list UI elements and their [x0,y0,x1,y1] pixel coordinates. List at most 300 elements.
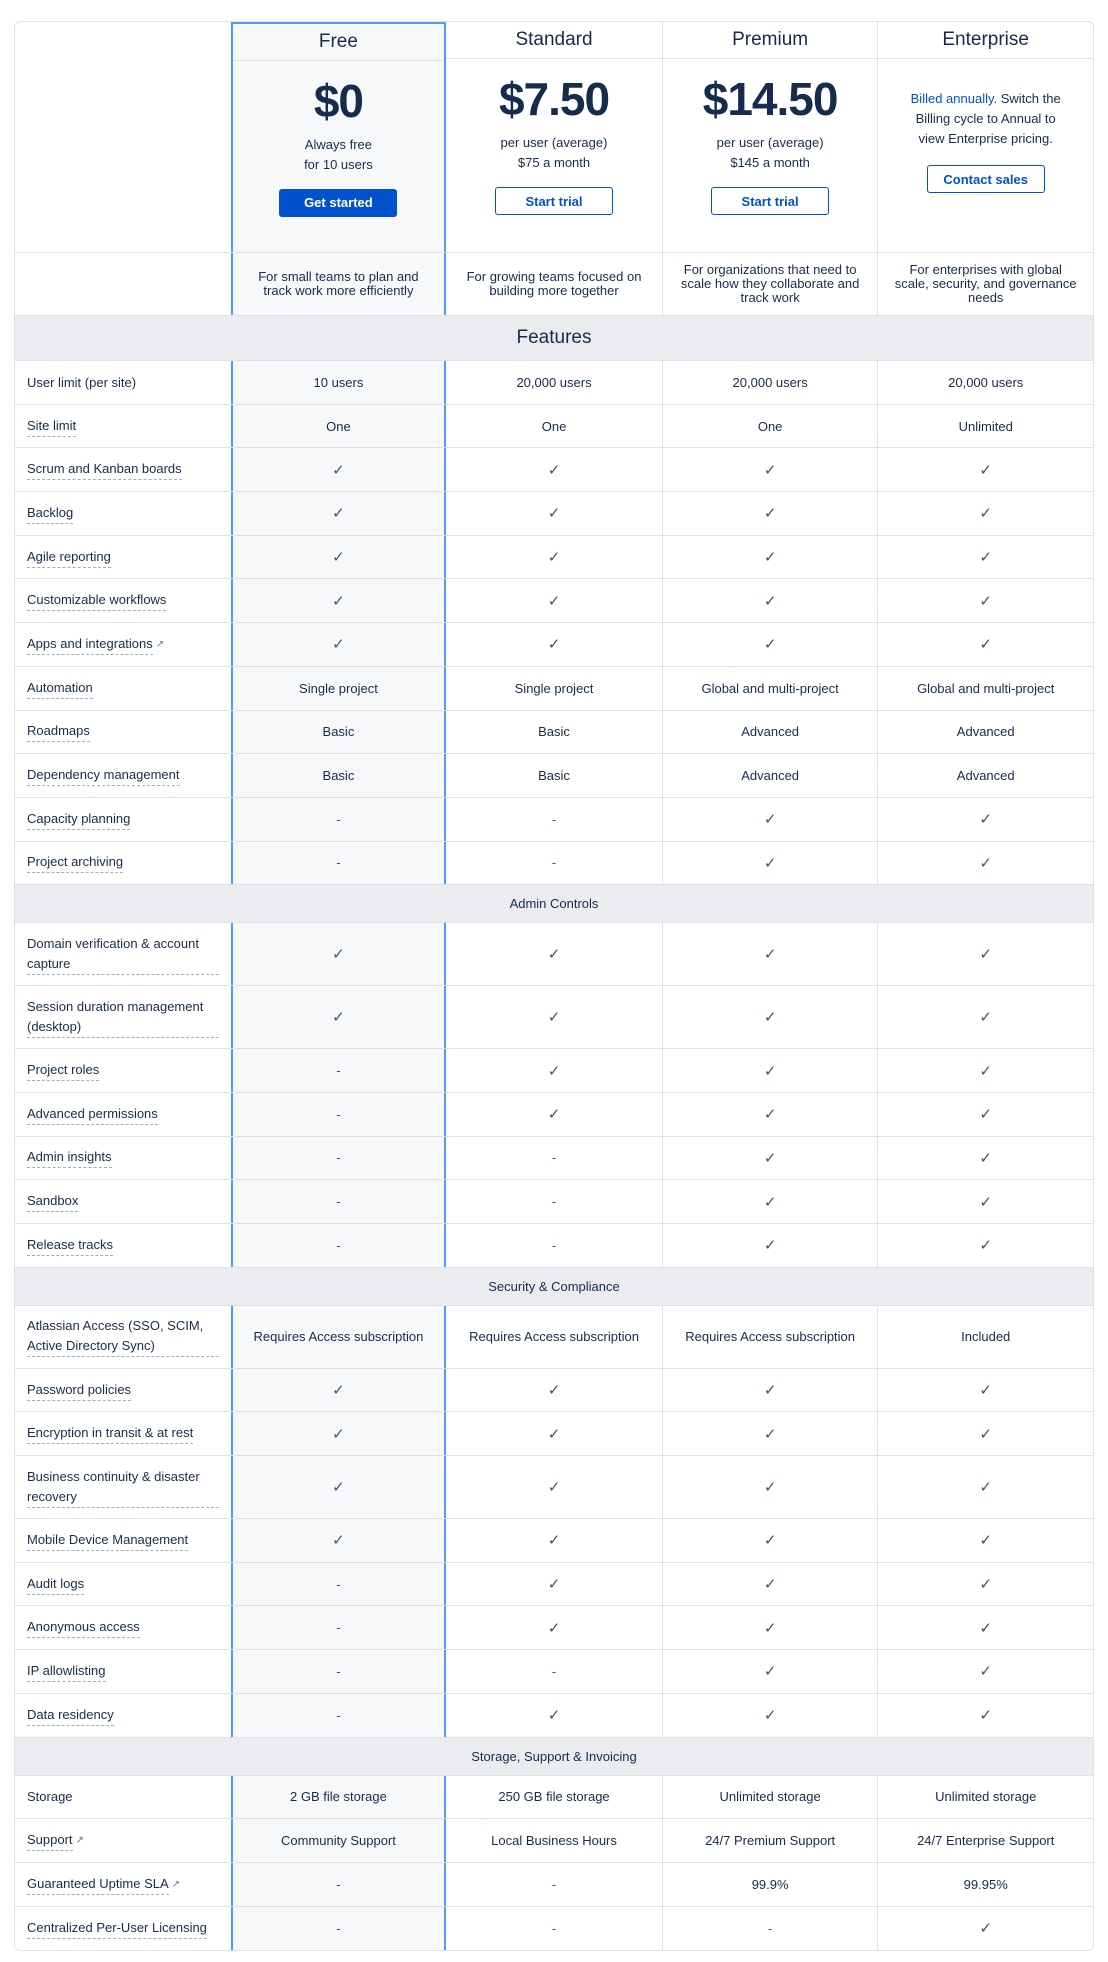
not-included-dash: - [336,1707,341,1723]
plan-value: Unlimited [958,418,1013,434]
feature-label-cell [15,448,231,491]
feature-label-cell [15,1456,231,1518]
check-icon: ✓ [547,1425,561,1443]
feature-row [15,361,1093,405]
plan-description-text: For small teams to plan and track work more efficiently [258,269,419,298]
feature-row [15,1412,1093,1456]
plan-value-cell [662,1412,878,1455]
feature-row [15,1456,1093,1519]
feature-row [15,1137,1093,1181]
feature-row [15,1819,1093,1863]
check-icon: ✓ [979,461,992,479]
plan-value-cell [877,754,1093,797]
feature-label[interactable]: Dependency management [27,765,180,786]
feature-row [15,1863,1093,1907]
feature-label-cell [15,986,231,1048]
feature-label[interactable]: IP allowlisting [27,1661,106,1682]
plan-value: Community Support [280,1833,396,1849]
feature-row [15,448,1093,492]
external-link-icon[interactable]: ↗ [75,1835,84,1847]
check-icon: ✓ [547,1009,561,1027]
check-icon: ✓ [547,461,561,479]
plan-value-cell [446,1306,662,1368]
plan-value-cell [662,1776,878,1819]
plan-value: One [757,418,783,434]
feature-label-cell [15,1907,231,1951]
plan-value-cell [231,1694,447,1737]
plan-value-cell [446,1819,662,1862]
plan-value-cell [877,842,1093,885]
feature-label: Storage [27,1789,73,1805]
plan-subtitle-line2: $145 a month [730,155,810,170]
plan-value-cell [662,536,878,579]
plan-value-cell [877,1863,1093,1906]
plan-value-cell [231,536,447,579]
plan-value-cell [877,1519,1093,1562]
plan-value-cell [877,1224,1093,1267]
plan-value: 20,000 users [516,374,592,390]
check-icon: ✓ [763,1707,777,1725]
plan-value-cell [446,579,662,622]
feature-row [15,1563,1093,1607]
plan-value-cell [446,1180,662,1223]
check-icon: ✓ [763,946,777,964]
check-icon: ✓ [547,946,561,964]
plan-value-cell [662,1863,878,1906]
feature-row [15,1306,1093,1369]
feature-row [15,1776,1093,1820]
feature-label[interactable]: Centralized Per-User Licensing [27,1918,207,1939]
plan-value-cell [662,1093,878,1136]
plan-value-cell [877,1907,1093,1951]
feature-label-cell [15,1563,231,1606]
plan-value-cell [231,667,447,710]
feature-label-cell [15,1819,231,1862]
check-icon: ✓ [332,1479,345,1497]
plan-value: Basic [538,768,570,784]
plan-price: $7.50 [498,73,610,125]
feature-label[interactable]: Password policies [27,1380,131,1401]
feature-row [15,536,1093,580]
plan-value-cell [446,1694,662,1737]
check-icon: ✓ [547,1707,561,1725]
get-started-button[interactable]: Get started [279,189,397,217]
feature-row [15,1224,1093,1268]
plan-subtitle-line1: per user (average) [716,135,824,150]
not-included-dash: - [336,811,341,827]
plan-value-cell [662,1137,878,1180]
plan-value: Global and multi-project [917,680,1055,696]
check-icon: ✓ [332,549,345,567]
start-trial-standard-button[interactable]: Start trial [495,187,613,215]
plan-value-cell [877,579,1093,622]
plan-name: Enterprise [878,22,1093,59]
check-icon: ✓ [979,1193,992,1211]
plan-value-cell [446,1137,662,1180]
not-included-dash: - [551,1237,557,1253]
plan-standard-header [446,22,662,252]
feature-row [15,1694,1093,1738]
feature-label[interactable]: Automation [27,678,93,699]
comparison-body [15,316,1093,1950]
plan-value-cell [877,492,1093,535]
plan-value-cell [231,1776,447,1819]
plan-value: Advanced [956,768,1015,784]
plan-value-cell [662,667,878,710]
plan-value-cell [877,1694,1093,1737]
plan-value: 99.95% [963,1876,1008,1892]
feature-label-cell [15,667,231,710]
plan-value: One [541,418,567,434]
not-included-dash: - [551,1663,557,1679]
feature-label-cell [15,536,231,579]
plan-value-cell [877,798,1093,841]
plan-value: Included [961,1329,1011,1345]
feature-label[interactable]: Anonymous access [27,1617,140,1638]
feature-row [15,1907,1093,1951]
plan-value: Global and multi-project [701,680,839,696]
description-empty-cell [15,253,231,315]
check-icon: ✓ [332,636,345,654]
plan-value: Local Business Hours [491,1833,617,1849]
plan-value-cell [446,986,662,1048]
check-icon: ✓ [979,549,992,567]
check-icon: ✓ [763,461,777,479]
check-icon: ✓ [763,1193,777,1211]
plan-value-cell [877,1563,1093,1606]
plan-value-cell [231,923,447,985]
check-icon: ✓ [979,1663,992,1681]
not-included-dash: - [336,1106,341,1122]
plan-value-cell [446,667,662,710]
feature-row [15,1369,1093,1413]
plan-value: 20,000 users [948,374,1024,390]
feature-label[interactable]: Agile reporting [27,547,111,568]
plan-name: Standard [446,22,662,59]
plan-value-cell [877,986,1093,1048]
pricing-comparison-table [14,21,1094,1951]
check-icon: ✓ [763,1663,777,1681]
not-included-dash: - [336,1663,341,1679]
not-included-dash: - [336,1876,341,1892]
external-link-icon[interactable]: ↗ [171,1878,181,1890]
not-included-dash: - [336,1620,341,1636]
check-icon: ✓ [979,1619,992,1637]
check-icon: ✓ [763,1237,777,1255]
feature-label[interactable]: Customizable workflows [27,590,166,611]
check-icon: ✓ [979,1009,992,1027]
plan-description [877,253,1093,315]
check-icon: ✓ [332,461,345,479]
feature-label[interactable]: Release tracks [27,1235,113,1256]
feature-label-cell [15,754,231,797]
check-icon: ✓ [979,946,992,964]
plan-value-cell [662,1180,878,1223]
check-icon: ✓ [547,636,561,654]
plan-value-cell [446,798,662,841]
plan-value-cell [877,1306,1093,1368]
feature-label-cell [15,1306,231,1368]
check-icon: ✓ [547,1532,561,1550]
check-icon: ✓ [763,1382,777,1400]
contact-sales-button[interactable]: Contact sales [927,165,1045,193]
plan-value-cell [877,536,1093,579]
feature-label[interactable]: Scrum and Kanban boards [27,459,182,480]
feature-row [15,579,1093,623]
check-icon: ✓ [763,1532,777,1550]
plan-value-cell [446,1224,662,1267]
feature-label-cell [15,1694,231,1737]
plan-value-cell [877,1369,1093,1412]
plan-value-cell [231,986,447,1048]
plan-value-cell [231,1412,447,1455]
plan-value-cell [446,1563,662,1606]
plan-value-cell [662,1306,878,1368]
check-icon: ✓ [979,1237,992,1255]
plan-subtitle-line2: $75 a month [517,155,591,170]
plan-subtitle-line2: for 10 users [304,157,373,172]
plan-price: $0 [313,75,363,127]
feature-label-cell [15,1650,231,1693]
plan-value-cell [877,1650,1093,1693]
feature-label-cell [15,1606,231,1649]
plan-value-cell [662,1456,878,1518]
feature-label[interactable]: Data residency [27,1705,114,1726]
plan-price: $14.50 [702,73,838,125]
check-icon: ✓ [979,1707,992,1725]
feature-row [15,1519,1093,1563]
feature-label-cell [15,1180,231,1223]
plan-value-cell [662,798,878,841]
check-icon: ✓ [979,854,992,872]
check-icon: ✓ [547,505,561,523]
plan-value: 24/7 Enterprise Support [917,1833,1055,1849]
plan-value-cell [662,1049,878,1092]
check-icon: ✓ [763,854,777,872]
plan-value-cell [877,1456,1093,1518]
not-included-dash: - [336,1063,341,1079]
feature-label[interactable]: Atlassian Access (SSO, SCIM, Active Directory Sync) [27,1316,219,1357]
plan-value-cell [446,923,662,985]
plan-value: Single project [514,680,594,696]
plan-value-cell [231,361,447,404]
feature-label[interactable]: Advanced permissions [27,1104,158,1125]
check-icon: ✓ [763,505,777,523]
plan-value: Requires Access subscription [685,1329,856,1345]
plan-value-cell [662,842,878,885]
feature-row [15,1049,1093,1093]
plan-value-cell [231,1093,447,1136]
plan-value-cell [231,1137,447,1180]
plan-value-cell [662,492,878,535]
feature-label-cell [15,1137,231,1180]
plan-value: 20,000 users [732,374,808,390]
plan-value-cell [231,842,447,885]
not-included-dash: - [336,1576,341,1592]
plan-description-text: For organizations that need to scale how they collaborate and track work [680,262,860,305]
feature-label[interactable]: Audit logs [27,1574,84,1595]
plan-value-cell [231,1819,447,1862]
check-icon: ✓ [979,1106,992,1124]
feature-label-cell [15,1863,231,1906]
feature-label: User limit (per site) [27,374,137,390]
plan-value-cell [662,1519,878,1562]
plan-value-cell [446,448,662,491]
feature-label[interactable]: Project archiving [27,852,123,873]
feature-row [15,711,1093,755]
plan-value-cell [877,1819,1093,1862]
plan-free-header [231,22,447,252]
feature-row [15,1606,1093,1650]
plan-value-cell [446,842,662,885]
feature-label[interactable]: Roadmaps [27,721,90,742]
plan-value: Basic [322,768,355,784]
feature-label[interactable]: Domain verification & account capture [27,934,219,975]
section-header: Security & Compliance [15,1268,1093,1306]
plan-value-cell [446,1606,662,1649]
plan-value-cell [662,361,878,404]
plan-value-cell [662,754,878,797]
plan-value-cell [231,754,447,797]
plan-description-text: For enterprises with global scale, security, and governance needs [894,262,1077,305]
feature-label[interactable]: Capacity planning [27,809,130,830]
plan-value: 24/7 Premium Support [705,1833,836,1849]
plan-value-cell [877,1093,1093,1136]
feature-label[interactable]: Guaranteed Uptime SLA [27,1874,169,1895]
feature-label[interactable]: Sandbox [27,1191,78,1212]
feature-label-cell [15,1093,231,1136]
check-icon: ✓ [547,592,561,610]
plan-value-cell [231,1650,447,1693]
section-header: Features [15,316,1093,361]
plan-value: Unlimited storage [935,1789,1037,1805]
plan-value-cell [231,623,447,666]
plan-value-cell [231,1606,447,1649]
plan-value-cell [231,492,447,535]
header-empty-cell [15,22,231,252]
feature-row [15,405,1093,449]
feature-label-cell [15,1412,231,1455]
check-icon: ✓ [332,1532,345,1550]
feature-row [15,842,1093,886]
plan-value-cell [446,1776,662,1819]
not-included-dash: - [551,811,557,827]
check-icon: ✓ [979,1532,992,1550]
plan-value-cell [446,405,662,448]
not-included-dash: - [767,1920,773,1936]
plan-value: Advanced [741,768,800,784]
feature-row [15,923,1093,986]
feature-label[interactable]: Encryption in transit & at rest [27,1423,193,1444]
feature-label[interactable]: Admin insights [27,1147,112,1168]
plan-value-cell [446,1412,662,1455]
check-icon: ✓ [763,636,777,654]
plan-value-cell [877,1606,1093,1649]
plan-value: 250 GB file storage [498,1789,610,1805]
not-included-dash: - [336,1150,341,1166]
plan-value-cell [446,536,662,579]
feature-label-cell [15,842,231,885]
feature-label[interactable]: Business continuity & disaster recovery [27,1467,219,1508]
check-icon: ✓ [979,1479,992,1497]
plan-subtitle [233,135,445,175]
check-icon: ✓ [332,1382,345,1400]
feature-label[interactable]: Session duration management (desktop) [27,997,219,1038]
feature-label[interactable]: Apps and integrations [27,634,153,655]
not-included-dash: - [551,855,557,871]
plan-value: Basic [538,724,570,740]
plan-value-cell [231,448,447,491]
not-included-dash: - [336,855,341,871]
feature-label[interactable]: Mobile Device Management [27,1530,188,1551]
plan-value: Requires Access subscription [253,1329,424,1345]
feature-label[interactable]: Site limit [27,416,76,437]
plan-value-cell [877,1180,1093,1223]
not-included-dash: - [336,1237,341,1253]
feature-label[interactable]: Backlog [27,503,73,524]
plan-value-cell [446,623,662,666]
plan-value-cell [231,1049,447,1092]
billed-annually-link[interactable]: Billed annually [910,91,994,106]
check-icon: ✓ [332,946,345,964]
enterprise-billing-text: . Switch the Billing cycle to Annual to view Enterprise pricing. [915,91,1061,146]
plan-value-cell [231,711,447,754]
plan-value: Single project [299,680,378,696]
feature-label-cell [15,798,231,841]
plan-value-cell [877,361,1093,404]
not-included-dash: - [551,1150,557,1166]
check-icon: ✓ [979,1062,992,1080]
plan-description-text: For growing teams focused on building more together [466,269,642,298]
not-included-dash: - [551,1194,557,1210]
check-icon: ✓ [979,1425,992,1443]
plan-value-cell [446,1049,662,1092]
not-included-dash: - [551,1876,557,1892]
plan-value-cell [231,1863,447,1906]
plan-name: Free [233,24,445,61]
start-trial-premium-button[interactable]: Start trial [711,187,829,215]
plan-value-cell [662,1606,878,1649]
plan-description-row [15,253,1093,316]
feature-row [15,798,1093,842]
feature-label[interactable]: Project roles [27,1060,99,1081]
external-link-icon[interactable]: ↗ [155,638,165,650]
plan-subtitle [446,133,662,173]
feature-label-cell [15,1519,231,1562]
feature-label-cell [15,623,231,666]
check-icon: ✓ [547,549,561,567]
plan-value-cell [446,1863,662,1906]
plan-name: Premium [663,22,878,59]
plan-subtitle [663,133,878,173]
plan-value-cell [877,1776,1093,1819]
plan-description [446,253,662,315]
enterprise-billing-note [878,89,1093,149]
check-icon: ✓ [763,1062,777,1080]
plan-value-cell [446,754,662,797]
section-header: Admin Controls [15,885,1093,923]
plan-value-cell [446,1519,662,1562]
check-icon: ✓ [979,1576,992,1594]
feature-label[interactable]: Support [27,1830,73,1851]
plan-value-cell [231,579,447,622]
plan-value-cell [662,986,878,1048]
check-icon: ✓ [979,1382,992,1400]
feature-row [15,1093,1093,1137]
check-icon: ✓ [763,811,777,829]
feature-row [15,1180,1093,1224]
plan-value: Unlimited storage [719,1789,821,1805]
